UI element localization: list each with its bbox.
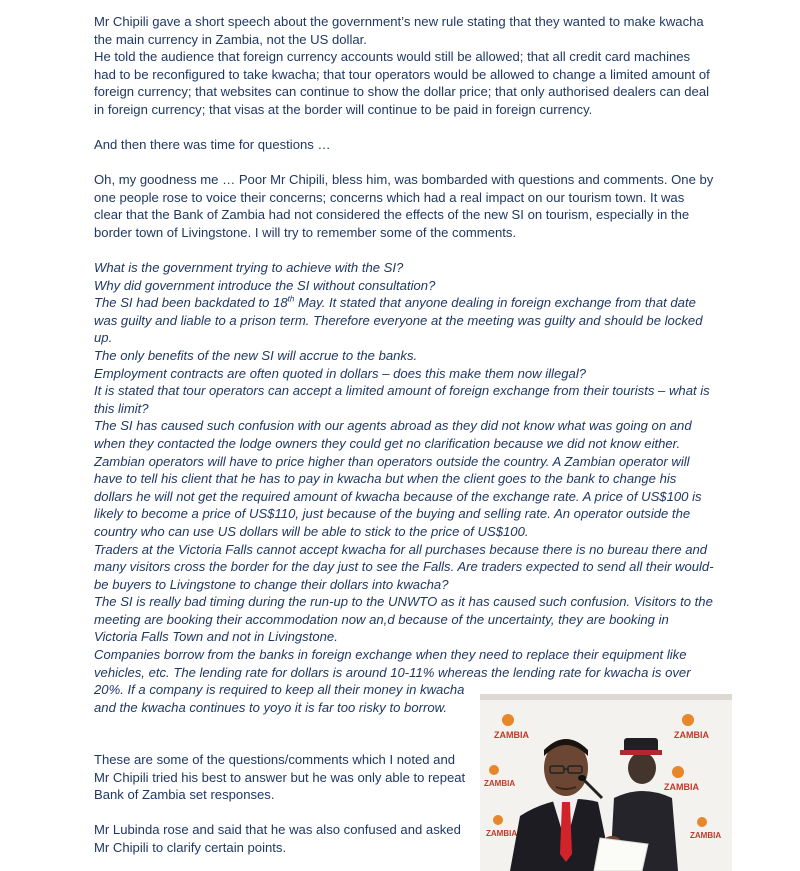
intro-line-2: He told the audience that foreign currency accounts would still be allowed; that all credit card machines had to be reconfigured to take kwacha; that tour operators would be allowed to change a limited amount of foreign currency; that websites can continue to show the dollar price; that only authorised dealers can deal in foreign currency; that visas at the border will continue to be paid in foreign currency. <box>94 49 710 117</box>
comment-item: Zambian operators will have to price higher than operators outside the country. A Zambian operator will have to tell his client that he has to pay in kwacha but when the client goes to the bank to change his dollars he will not get the required amount of kwacha because of the exchange rate. A price of US$100 is likely to become a price of US$110, just because of the buying and selling rate. An operator outside the country who can use US dollars will be able to stick to the price of US$100. <box>94 453 702 539</box>
comment-item: It is stated that tour operators can accept a limited amount of foreign exchange from their tourists – what is this limit? <box>94 383 710 416</box>
lubinda-paragraph: Mr Lubinda rose and said that he was also confused and asked Mr Chipili to clarify certain points. <box>94 822 461 855</box>
comment-item-continued: 20%. If a company is required to keep all their money in kwacha and the kwacha continues to yoyo it is far too risky to borrow. <box>94 682 465 715</box>
comment-item: The SI had been backdated to 18th May. It stated that anyone dealing in foreign exchange from that date was guilty and liable to a prison term. Therefore everyone at the meeting was guilty and should be locked up. <box>94 294 703 346</box>
comment-item: The SI is really bad timing during the run-up to the UNWTO as it has caused such confusion. Visitors to the meeting are booking their accommodation now an,d because of the uncertainty, they are booking in Victoria Falls Town and not in Livingstone. <box>94 594 713 645</box>
speaker-photo-illustration <box>480 694 732 871</box>
intro-paragraph <box>94 13 714 119</box>
svg-text:ZAMBIA: ZAMBIA <box>494 730 529 740</box>
svg-text:ZAMBIA: ZAMBIA <box>664 782 699 792</box>
svg-text:ZAMBIA: ZAMBIA <box>674 730 709 740</box>
comment-item: The SI has caused such confusion with our agents abroad as they did not know what was going on and when they contacted the lodge owners they could get no clarification because we did not know either. <box>94 418 692 451</box>
comment-item: Companies borrow from the banks in foreign exchange when they need to replace their equipment like vehicles, etc. The lending rate for dollars is around 10-11% whereas the lending rate for kwacha is over <box>94 647 691 680</box>
comment-item: Why did government introduce the SI without consultation? <box>94 277 436 293</box>
speaker-photo <box>480 694 732 871</box>
svg-text:ZAMBIA: ZAMBIA <box>486 829 518 838</box>
summary-paragraph: These are some of the questions/comments which I noted and Mr Chipili tried his best to answer but he was only able to repeat Bank of Zambia set responses. <box>94 752 466 803</box>
svg-text:ZAMBIA: ZAMBIA <box>690 831 722 840</box>
questions-intro: And then there was time for questions … <box>94 137 331 152</box>
comment-item: Traders at the Victoria Falls cannot accept kwacha for all purchases because there is no bureau there and many visitors cross the border for the day just to see the Falls. Are traders expected to send all their would-be buyers to Livingstone to change their dollars into kwacha? <box>94 541 714 592</box>
intro-line-1: Mr Chipili gave a short speech about the government’s new rule stating that they wanted to make kwacha the main currency in Zambia, not the US dollar. <box>94 14 704 47</box>
comment-item: What is the government trying to achieve with the SI? <box>94 260 404 275</box>
svg-text:ZAMBIA: ZAMBIA <box>484 779 516 788</box>
comment-item: The only benefits of the new SI will accrue to the banks. <box>94 347 418 363</box>
comment-item: Employment contracts are often quoted in dollars – does this make them now illegal? <box>94 365 587 381</box>
bombarded-paragraph: Oh, my goodness me … Poor Mr Chipili, bless him, was bombarded with questions and comments. One by one people rose to voice their concerns; concerns which had a real impact on our tourism town. It was clear that the Bank of Zambia had not considered the effects of the new SI on tourism, especially in the border town of Livingstone. I will try to remember some of the comments. <box>94 172 714 240</box>
comments-list <box>94 259 714 681</box>
